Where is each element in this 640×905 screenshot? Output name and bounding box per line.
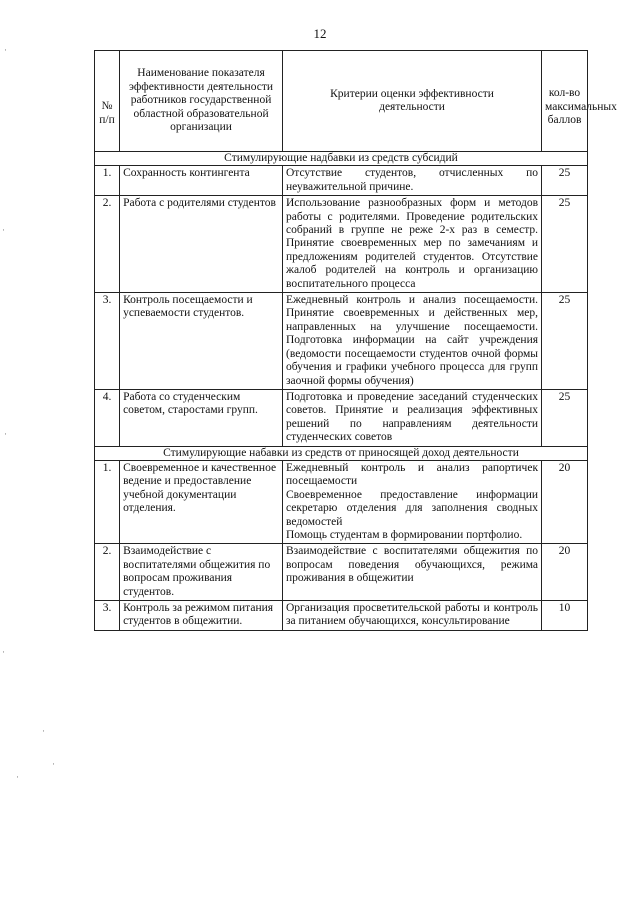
page-number: 12 bbox=[313, 26, 327, 41]
indicator-name: Работа со студенческим советом, старостами групп. bbox=[120, 389, 283, 446]
criteria-text: Ежедневный контроль и анализ посещаемости. Принятие своевременных и действенных мер, направленных на улучшение посещаемости. Подготовка информации на сайт учреждения (ведомости посещаемости студентов очной формы обучения и графики учебного процесса для групп заочной формы обучения) bbox=[286, 294, 539, 387]
scan-speck: · bbox=[16, 772, 19, 782]
criteria-cell bbox=[283, 389, 542, 446]
table-row bbox=[95, 293, 588, 390]
row-number: 1. bbox=[95, 166, 120, 196]
max-score: 25 bbox=[542, 389, 588, 446]
criteria-cell bbox=[283, 601, 542, 631]
row-number: 1. bbox=[95, 460, 120, 543]
row-number: 3. bbox=[95, 293, 120, 390]
table-row bbox=[95, 389, 588, 446]
criteria-cell bbox=[283, 460, 542, 543]
max-score: 25 bbox=[542, 166, 588, 196]
header-row bbox=[95, 51, 588, 152]
max-score: 20 bbox=[542, 460, 588, 543]
header-name: Наименование показателя эффективности деятельности работников государственной областной образовательной организации bbox=[120, 51, 283, 152]
criteria-cell bbox=[283, 293, 542, 390]
header-score: кол-во максимальных баллов bbox=[542, 51, 588, 152]
row-number: 2. bbox=[95, 196, 120, 293]
scan-speck: · bbox=[52, 759, 55, 769]
table-row bbox=[95, 460, 588, 543]
criteria-text: Отсутствие студентов, отчисленных по неуважительной причине. bbox=[286, 167, 539, 193]
max-score: 25 bbox=[542, 196, 588, 293]
max-score: 10 bbox=[542, 601, 588, 631]
criteria-text: Ежедневный контроль и анализ рапортичек посещаемости bbox=[286, 461, 539, 488]
header-criteria: Критерии оценки эффективности деятельности bbox=[283, 51, 542, 152]
criteria-text: Взаимодействие с воспитателями общежития по вопросам поведения обучающихся, режима проживания в общежитии bbox=[286, 545, 539, 585]
row-number: 2. bbox=[95, 544, 120, 601]
row-number: 3. bbox=[95, 601, 120, 631]
table-row bbox=[95, 166, 588, 196]
indicator-name: Сохранность контингента bbox=[120, 166, 283, 196]
indicator-name: Взаимодействие с воспитателями общежития по вопросам проживания студентов. bbox=[120, 544, 283, 601]
section-row bbox=[95, 152, 588, 166]
criteria-text: Использование разнообразных форм и методов работы с родителями. Проведение родительских собраний в группе не реже 2-х раз в семестр. Принятие своевременных мер по замечаниям и предложениям родителей студентов. Отсутствие жалоб родителей на контроль и организацию воспитательного процесса bbox=[286, 197, 539, 290]
scan-speck: · bbox=[2, 647, 5, 657]
max-score: 25 bbox=[542, 293, 588, 390]
scan-speck: · bbox=[42, 726, 45, 736]
indicator-name: Контроль за режимом питания студентов в общежитии. bbox=[120, 601, 283, 631]
scan-speck: · bbox=[2, 225, 5, 235]
header-num: № п/п bbox=[95, 51, 120, 152]
criteria-table bbox=[94, 50, 617, 631]
table-row bbox=[95, 196, 588, 293]
criteria-text: Подготовка и проведение заседаний студенческих советов. Принятие и реализация эффективных решений по направлениям деятельности студенческих советов bbox=[286, 390, 539, 444]
criteria-cell bbox=[283, 196, 542, 293]
table-row bbox=[95, 601, 588, 631]
criteria-cell bbox=[283, 166, 542, 196]
indicator-name: Работа с родителями студентов bbox=[120, 196, 283, 293]
criteria-text: Организация просветительской работы и контроль за питанием обучающихся, консультирование bbox=[286, 602, 539, 628]
criteria-cell bbox=[283, 544, 542, 601]
criteria-text: Своевременное предоставление информации секретарю отделения для заполнения сводных ведомостей bbox=[286, 488, 539, 528]
indicator-name: Контроль посещаемости и успеваемости студентов. bbox=[120, 293, 283, 390]
section-title: Стимулирующие надбавки из средств субсидий bbox=[95, 152, 588, 166]
scan-speck: · bbox=[4, 429, 7, 439]
criteria-text: Помощь студентам в формировании портфолио. bbox=[286, 528, 523, 541]
row-number: 4. bbox=[95, 389, 120, 446]
section-title: Стимулирующие набавки из средств от приносящей доход деятельности bbox=[95, 446, 588, 460]
indicator-name: Своевременное и качественное ведение и предоставление учебной документации отделения. bbox=[120, 460, 283, 543]
max-score: 20 bbox=[542, 544, 588, 601]
table-row bbox=[95, 544, 588, 601]
table-body bbox=[95, 152, 588, 631]
section-row bbox=[95, 446, 588, 460]
scan-speck: · bbox=[4, 45, 7, 55]
